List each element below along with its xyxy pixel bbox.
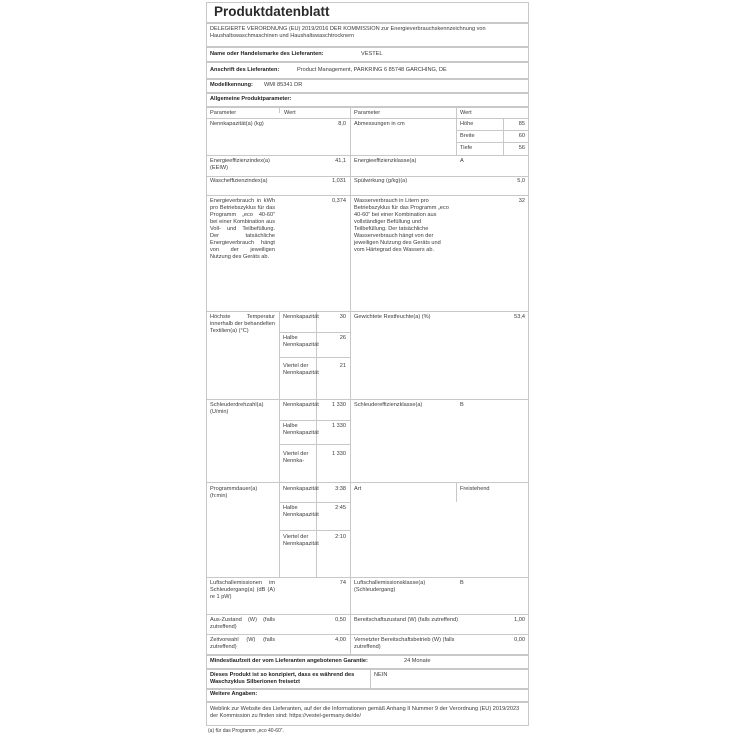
height-value: 85 — [518, 121, 525, 127]
duration-half-value: 2:45 — [335, 505, 346, 511]
rinse-value: 5,0 — [517, 178, 525, 184]
model-label: Modellkennung: — [210, 82, 253, 88]
depth-label: Tiefe — [460, 145, 473, 151]
moisture-label: Gewichtete Restfeuchte(a) (%) — [354, 314, 431, 320]
width-label: Breite — [460, 133, 475, 139]
standby-value: 1,00 — [514, 617, 525, 623]
spin-class-value: B — [460, 402, 464, 408]
noise-class-value: B — [460, 580, 464, 586]
temp-half-value: 26 — [339, 335, 346, 341]
silver-ions-value: NEIN — [374, 672, 388, 678]
eei-value: 41,1 — [335, 158, 346, 164]
spin-full-value: 1 330 — [332, 402, 346, 408]
wash-eff-value: 1,031 — [332, 178, 346, 184]
guarantee-label: Mindestlaufzeit der vom Lieferanten angebotenen Garantie: — [210, 658, 368, 664]
off-mode-value: 0,50 — [335, 617, 346, 623]
supplier-name: VESTEL — [361, 51, 383, 57]
networked-standby-label: Vernetzter Bereitschaftsbetrieb (W) (falls zutreffend) — [354, 637, 455, 650]
off-mode-label: Aus-Zustand (W) (falls zutreffend) — [210, 617, 275, 630]
spin-quarter-label: Viertel der Nennka- — [283, 451, 309, 464]
more-info-label: Weitere Angaben: — [210, 691, 258, 697]
more-info-text: Weblink zur Website des Lieferanten, auf der die Informationen gemäß Anhang II Nummer 9 der Verordnung (EU) 2019/2023 der Kommission zu finden sind: https://vestel-germany.de/de/ — [210, 706, 520, 719]
temp-quarter-label: Viertel der Nennkapazität — [283, 363, 319, 376]
header-wert-right: Wert — [460, 110, 472, 116]
parameter-table — [206, 107, 529, 655]
spin-speed-label: Schleuderdrehzahl(a) (U/min) — [210, 402, 264, 415]
delay-start-value: 4,00 — [335, 637, 346, 643]
supplier-name-label: Name oder Handelsmarke des Lieferanten: — [210, 51, 324, 57]
temp-full-value: 30 — [339, 314, 346, 320]
capacity-value: 8,0 — [338, 121, 346, 127]
moisture-value: 53,4 — [514, 314, 525, 320]
supplier-address-label: Anschrift des Lieferanten: — [210, 67, 280, 73]
noise-value: 74 — [339, 580, 346, 586]
silver-ions-label: Dieses Produkt ist so konzipiert, dass es während des Waschzyklus Silberionen freisetzt — [210, 672, 355, 685]
spin-full-label: Nennkapazität — [283, 402, 319, 408]
water-consumption-value: 32 — [518, 198, 525, 204]
height-label: Höhe — [460, 121, 474, 127]
product-data-sheet — [206, 2, 529, 734]
temp-full-label: Nennkapazität — [283, 314, 319, 320]
energy-consumption-value: 0,374 — [332, 198, 346, 204]
supplier-address: Product Management, PARKRING 6 85748 GARCHING, DE — [297, 67, 447, 73]
type-label: Art — [354, 486, 362, 492]
duration-half-label: Halbe Nennkapazität — [283, 505, 319, 518]
duration-full-label: Nennkapazität — [283, 486, 319, 492]
eei-label: Energieeffizienzindex(a) (EEIW) — [210, 158, 270, 171]
energy-consumption-label: Energieverbrauch in kWh pro Betriebszyklus für das Programm „eco 40-60“ bei einer Kombination aus Voll- und Teilbefüllung. Der tatsächliche Energieverbrauch hängt von der jeweiligen Nutzung des Geräts ab. — [210, 198, 275, 260]
networked-standby-value: 0,00 — [514, 637, 525, 643]
temp-quarter-value: 21 — [339, 363, 346, 369]
capacity-label: Nennkapazität(a) (kg) — [210, 121, 264, 127]
header-parameter-right: Parameter — [354, 110, 381, 116]
header-parameter-left: Parameter — [210, 110, 237, 116]
model-box — [206, 79, 529, 93]
type-value: Freistehend — [460, 486, 490, 492]
duration-quarter-value: 2:10 — [335, 534, 346, 540]
temp-half-label: Halbe Nennkapazität — [283, 335, 319, 348]
spin-class-label: Schleudereffizienzklasse(a) — [354, 402, 423, 408]
rinse-label: Spülwirkung (g/kg)(a) — [354, 178, 408, 184]
page-title: Produktdatenblatt — [214, 4, 330, 19]
standby-label: Bereitschaftszustand (W) (falls zutreffend) — [354, 617, 459, 623]
wash-eff-label: Wascheffizienzindex(a) — [210, 178, 268, 184]
general-params-label: Allgemeine Produktparameter: — [210, 96, 292, 102]
spin-quarter-value: 1 330 — [332, 451, 346, 457]
programme-duration-label: Programmdauer(a) (h:min) — [210, 486, 258, 499]
regulation-text: DELEGIERTE VERORDNUNG (EU) 2019/2016 DER KOMMISSION zur Energieverbrauchskennzeichnung von Haushaltswaschmaschinen und Haushaltswaschtrocknern — [210, 26, 486, 39]
max-temp-label: Höchste Temperatur innerhalb der behandelten Textilien(a) (°C) — [210, 314, 276, 334]
spin-half-value: 1 330 — [332, 423, 346, 429]
noise-class-label: Luftschallemissionsklasse(a) (Schleudergang) — [354, 580, 426, 593]
footnote: (a) für das Programm „eco 40-60“. — [208, 728, 284, 734]
model-id: WMI 85341 DR — [264, 82, 303, 88]
header-wert-left: Wert — [284, 110, 296, 116]
water-consumption-label: Wasserverbrauch in Litern pro Betriebszyklus für das Programm „eco 40-60“ bei einer Kombination aus vollständiger Befüllung und Teilbefüllung. Der tatsächliche Wasserverbrauch hängt von der jeweiligen Nutzung des Geräts und vom Härtegrad des Wassers ab. — [354, 198, 449, 253]
spin-half-label: Halbe Nennkapazität — [283, 423, 319, 436]
guarantee-value: 24 Monate — [404, 658, 431, 664]
width-value: 60 — [518, 133, 525, 139]
delay-start-label: Zeitvorwahl (W) (falls zutreffend) — [210, 637, 275, 650]
energy-class-label: Energieeffizienzklasse(a) — [354, 158, 417, 164]
noise-label: Luftschallemissionen im Schleudergang(a) (dB (A) re 1 pW) — [210, 580, 275, 600]
duration-quarter-label: Viertel der Nennkapazität — [283, 534, 319, 547]
depth-value: 56 — [518, 145, 525, 151]
dimensions-label: Abmessungen in cm — [354, 121, 405, 127]
energy-class-value: A — [460, 158, 464, 164]
duration-full-value: 3:38 — [335, 486, 346, 492]
